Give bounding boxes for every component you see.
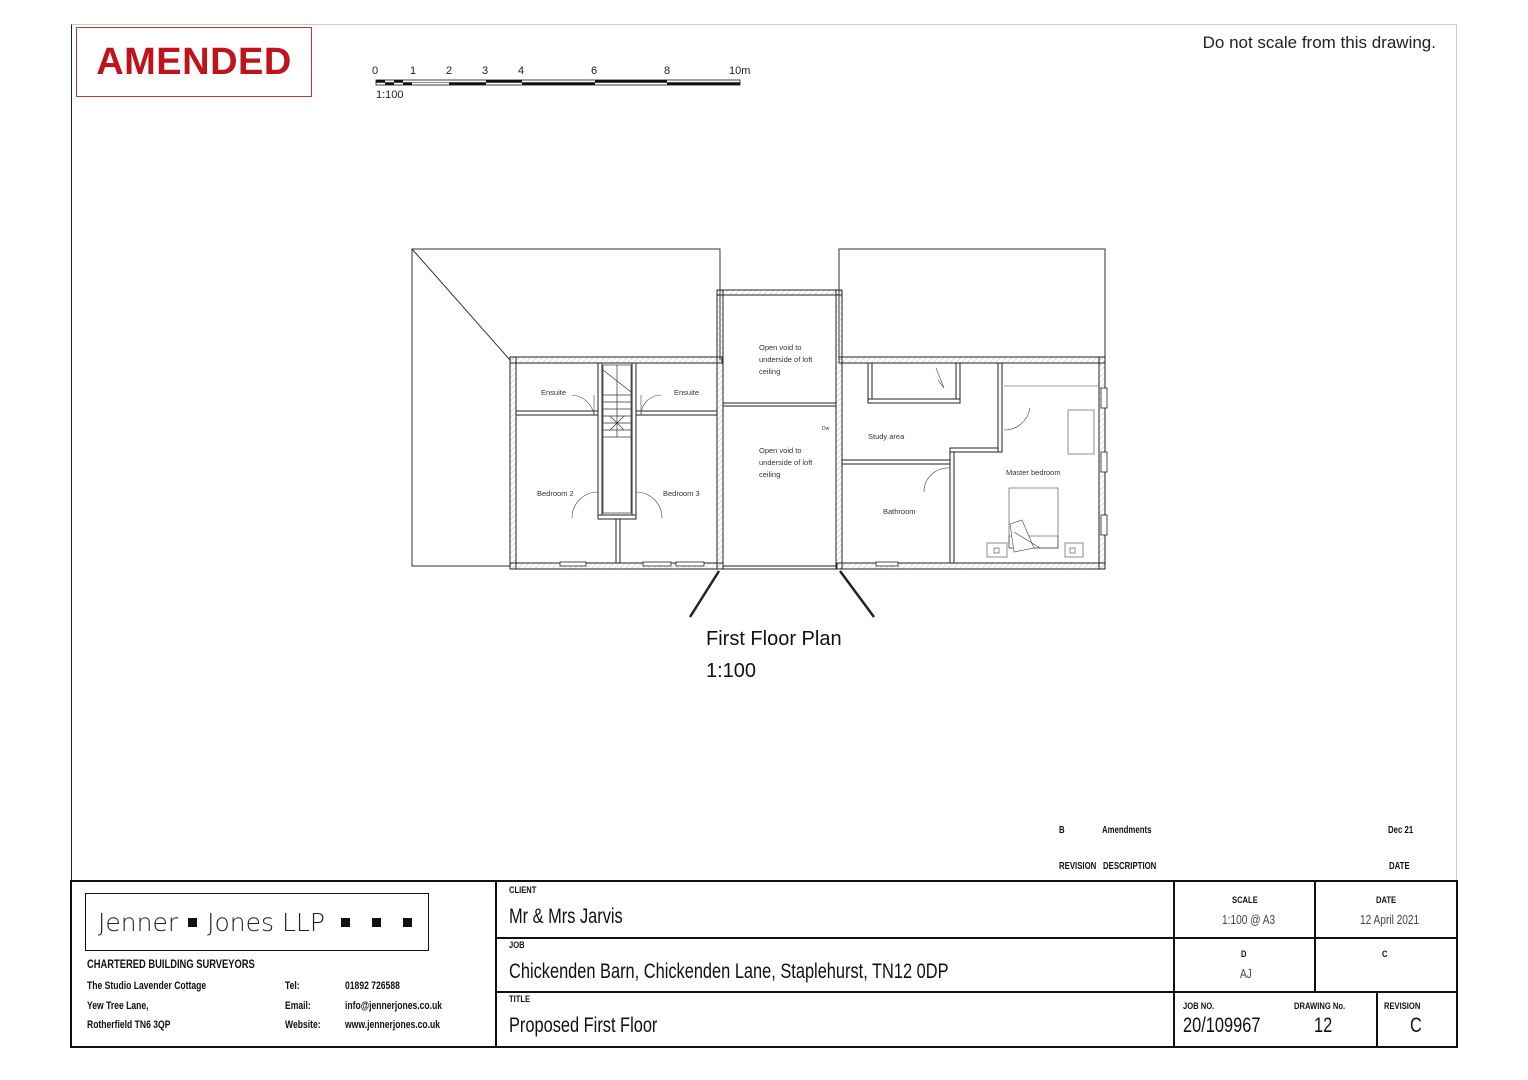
scale-label: SCALE [1232,895,1258,906]
title-value: Proposed First Floor [509,1014,658,1037]
scale-disclaimer: Do not scale from this drawing. [1202,33,1436,52]
room-label-ensuite-right: Ensuite [674,388,700,397]
room-label-void-upper-2: underside of loft [759,355,813,364]
website-value: www.jennerjones.co.uk [345,1019,441,1031]
room-label-void-upper-3: ceiling [759,367,781,376]
revision-header-description: DESCRIPTION [1103,861,1157,872]
revision-entry-description: Amendments [1102,825,1152,836]
logo-square-icon [372,918,381,927]
scale-bar-ratio: 1:100 [376,89,404,101]
roof-outline-left [412,249,720,566]
room-label-misc: Dw [822,426,830,432]
website-label: Website: [285,1019,321,1031]
revision-entry-date: Dec 21 [1388,825,1414,836]
scale-value: 1:100 @ A3 [1222,912,1276,927]
revision-header-date: DATE [1389,861,1410,872]
revision-label: REVISION [1384,1001,1421,1012]
room-label-ensuite-left: Ensuite [541,388,567,397]
checked-label: C [1382,949,1388,960]
room-label-void-lower-1: Open void to [759,446,802,455]
firm-name-part1: Jenner [98,907,179,937]
title-block-divider [1314,880,1316,993]
firm-logo [85,893,429,951]
roof-outline-right [839,249,1105,360]
room-label-master-bedroom: Master bedroom [1006,468,1061,477]
room-label-void-upper-1: Open void to [759,343,802,352]
title-label: TITLE [509,994,531,1005]
internal-walls-right [842,363,1002,563]
address-line-3: Rotherfield TN6 3QP [87,1019,171,1031]
client-label: CLIENT [509,885,537,896]
date-value: 12 April 2021 [1360,912,1420,927]
address-line-1: The Studio Lavender Cottage [87,980,207,992]
date-label: DATE [1376,895,1397,906]
title-block-divider [1376,993,1378,1048]
firm-type: CHARTERED BUILDING SURVEYORS [87,957,255,971]
email-value: info@jennerjones.co.uk [345,1000,443,1012]
drawn-label: D [1241,949,1247,960]
logo-square-icon [188,918,197,927]
email-label: Email: [285,1000,311,1012]
scale-tick-1: 1 [410,65,417,77]
porch-lines [690,571,874,617]
job-no-label: JOB NO. [1183,1001,1215,1012]
drawn-value: AJ [1240,966,1252,981]
scale-tick-3: 3 [482,65,489,77]
title-block-divider [495,880,497,1048]
drawing-no-value: 12 [1314,1014,1333,1037]
address-line-2: Yew Tree Lane, [87,1000,149,1012]
revision-header-revision: REVISION [1059,861,1097,872]
room-label-void-lower-3: ceiling [759,470,781,479]
room-label-void-lower-2: underside of loft [759,458,813,467]
gallery-lines [723,403,836,569]
scale-tick-8: 8 [664,65,671,77]
logo-square-icon [341,918,350,927]
room-label-study: Study area [868,432,905,441]
plan-title: First Floor Plan [706,628,842,650]
revision-value: C [1410,1014,1422,1037]
client-value: Mr & Mrs Jarvis [509,905,623,928]
scale-tick-10m: 10m [729,65,751,77]
firm-name-part2: Jones LLP [207,907,325,937]
plan-scale: 1:100 [706,660,757,682]
room-label-bedroom-2: Bedroom 2 [537,489,574,498]
room-label-bedroom-3: Bedroom 3 [663,489,700,498]
room-label-bathroom: Bathroom [883,507,916,516]
tel-label: Tel: [285,980,300,992]
amended-stamp: AMENDED [76,27,312,97]
scale-tick-6: 6 [591,65,598,77]
title-block-rule [495,937,1457,939]
drawing-no-label: DRAWING No. [1294,1001,1346,1012]
job-label: JOB [509,940,525,951]
title-block-divider [1173,880,1175,1048]
job-no-value: 20/109967 [1183,1014,1261,1037]
tel-value: 01892 726588 [345,980,400,992]
title-block-rule [495,991,1457,993]
job-value: Chickenden Barn, Chickenden Lane, Staplehurst, TN12 0DP [509,960,949,983]
logo-square-icon [403,918,412,927]
scale-tick-4: 4 [518,65,525,77]
scale-tick-0: 0 [372,65,379,77]
revision-entry-rev: B [1059,825,1065,836]
scale-tick-2: 2 [446,65,453,77]
staircase [603,365,631,513]
